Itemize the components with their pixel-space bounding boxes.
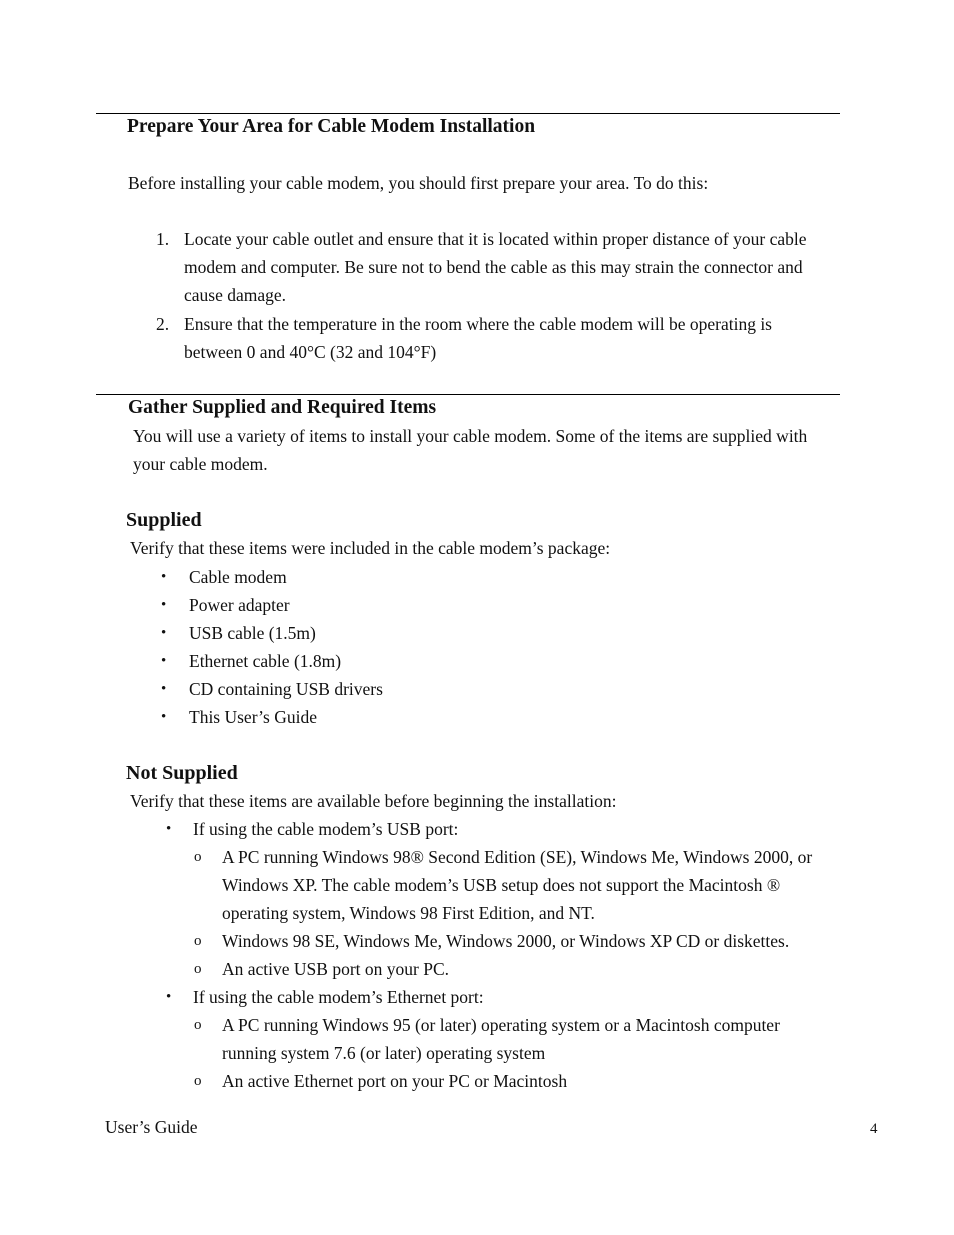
list-item-line: cause damage. — [184, 285, 287, 305]
footer-title: User’s Guide — [105, 1117, 198, 1137]
list-number: 1. — [156, 229, 170, 249]
list-item-usb-port: If using the cable modem’s USB port: — [193, 819, 459, 839]
section-heading-prepare-area: Prepare Your Area for Cable Modem Installation — [127, 116, 536, 137]
list-item-ethernet-port: If using the cable modem’s Ethernet port: — [193, 987, 484, 1007]
circle-bullet-icon: o — [194, 933, 202, 949]
subheading-not-supplied: Not Supplied — [126, 762, 238, 784]
sub-item-line: A PC running Windows 95 (or later) operating system or a Macintosh computer — [222, 1015, 780, 1035]
bullet-icon: • — [166, 989, 172, 1005]
list-item: CD containing USB drivers — [189, 679, 383, 699]
circle-bullet-icon: o — [194, 961, 202, 977]
page-number: 4 — [870, 1121, 878, 1137]
supplied-intro: Verify that these items were included in the cable modem’s package: — [130, 538, 611, 558]
sub-item-line: Windows 98 SE, Windows Me, Windows 2000, or Windows XP CD or diskettes. — [222, 931, 790, 951]
bullet-icon: • — [161, 681, 167, 697]
subheading-supplied: Supplied — [126, 509, 202, 531]
list-item-line: Ensure that the temperature in the room where the cable modem will be operating is — [184, 314, 772, 334]
section-intro-line: You will use a variety of items to install your cable modem. Some of the items are supplied with — [133, 426, 808, 446]
section-divider-2 — [96, 394, 840, 395]
bullet-icon: • — [166, 821, 172, 837]
list-item-line: between 0 and 40°C (32 and 104°F) — [184, 342, 437, 362]
list-number: 2. — [156, 314, 170, 334]
bullet-icon: • — [161, 653, 167, 669]
sub-item-line: operating system, Windows 98 First Edition, and NT. — [222, 903, 595, 923]
list-item: Power adapter — [189, 595, 290, 615]
bullet-icon: • — [161, 625, 167, 641]
sub-item-line: An active Ethernet port on your PC or Macintosh — [222, 1071, 568, 1091]
sub-item-line: An active USB port on your PC. — [222, 959, 450, 979]
list-item: Ethernet cable (1.8m) — [189, 651, 342, 671]
sub-item-line: Windows XP. The cable modem’s USB setup does not support the Macintosh ® — [222, 875, 781, 895]
bullet-icon: • — [161, 709, 167, 725]
bullet-icon: • — [161, 597, 167, 613]
section-intro-prepare-area: Before installing your cable modem, you should first prepare your area. To do this: — [128, 173, 709, 193]
list-item-line: Locate your cable outlet and ensure that it is located within proper distance of your cable — [184, 229, 807, 249]
list-item: Cable modem — [189, 567, 287, 587]
section-intro-line: your cable modem. — [133, 454, 268, 474]
list-item-line: modem and computer. Be sure not to bend the cable as this may strain the connector and — [184, 257, 803, 277]
list-item: USB cable (1.5m) — [189, 623, 316, 643]
not-supplied-intro: Verify that these items are available before beginning the installation: — [130, 791, 617, 811]
list-item: This User’s Guide — [189, 707, 317, 727]
section-heading-gather-items: Gather Supplied and Required Items — [128, 397, 437, 418]
sub-item-line: running system 7.6 (or later) operating system — [222, 1043, 546, 1063]
circle-bullet-icon: o — [194, 1017, 202, 1033]
sub-item-line: A PC running Windows 98® Second Edition (SE), Windows Me, Windows 2000, or — [222, 847, 813, 867]
circle-bullet-icon: o — [194, 1073, 202, 1089]
bullet-icon: • — [161, 569, 167, 585]
circle-bullet-icon: o — [194, 849, 202, 865]
section-divider-1 — [96, 113, 840, 114]
